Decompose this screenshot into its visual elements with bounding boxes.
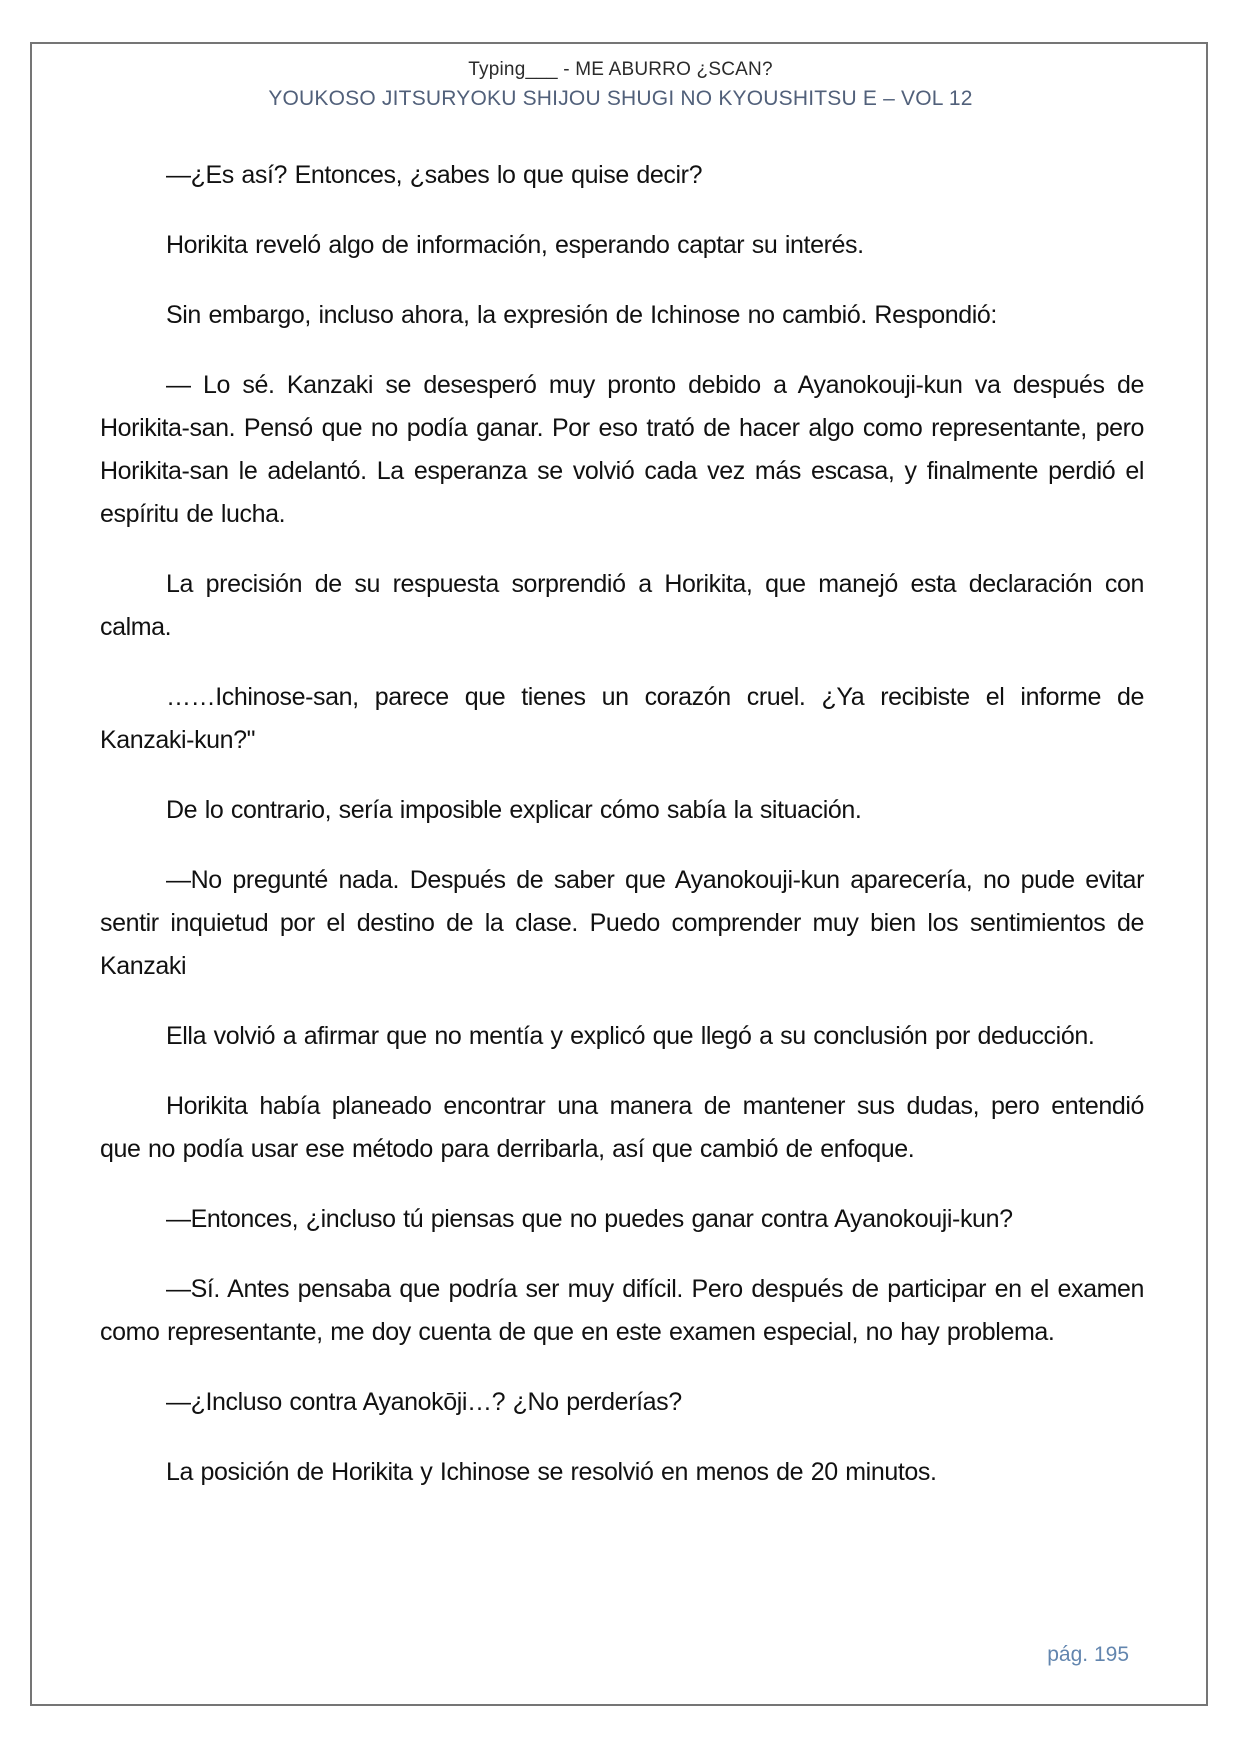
paragraph: —¿Incluso contra Ayanokōji…? ¿No perderías? — [166, 1388, 682, 1416]
page-header — [0, 0, 1241, 112]
paragraph: Horikita reveló algo de información, esperando captar su interés. — [166, 231, 864, 259]
paragraph: Sin embargo, incluso ahora, la expresión de Ichinose no cambió. Respondió: — [166, 301, 997, 329]
paragraph: —Sí. Antes pensaba que podría ser muy difícil. Pero después de participar en el examen como representante, me doy cuenta de que en este examen especial, no hay problema. — [100, 1275, 1144, 1346]
paragraph: Ella volvió a afirmar que no mentía y explicó que llegó a su conclusión por deducción. — [166, 1022, 1095, 1050]
paragraph: —¿Es así? Entonces, ¿sabes lo que quise decir? — [166, 161, 703, 189]
paragraph: Horikita había planeado encontrar una manera de mantener sus dudas, pero entendió que no podía usar ese método para derribarla, así que cambió de enfoque. — [100, 1092, 1144, 1163]
paragraph: — Lo sé. Kanzaki se desesperó muy pronto debido a Ayanokouji-kun va después de Horikita-san. Pensó que no podía ganar. Por eso trató de hacer algo como representante, pero Horikita-san le adelantó. La esperanza se volvió cada vez más escasa, y finalmente perdió el espíritu de lucha. — [100, 371, 1144, 528]
paragraph: De lo contrario, sería imposible explicar cómo sabía la situación. — [166, 796, 862, 824]
header-title: Typing___ - ME ABURRO ¿SCAN? — [468, 59, 773, 80]
page-footer — [1047, 1643, 1129, 1667]
paragraph: La precisión de su respuesta sorprendió a Horikita, que manejó esta declaración con calma. — [100, 570, 1144, 641]
header-subtitle: YOUKOSO JITSURYOKU SHIJOU SHUGI NO KYOUSHITSU E – VOL 12 — [268, 86, 973, 110]
paragraph: —No pregunté nada. Después de saber que Ayanokouji-kun aparecería, no pude evitar sentir inquietud por el destino de la clase. Puedo comprender muy bien los sentimientos de Kanzaki — [100, 866, 1144, 980]
paragraph: La posición de Horikita y Ichinose se resolvió en menos de 20 minutos. — [166, 1458, 937, 1486]
page-number: pág. 195 — [1047, 1643, 1129, 1666]
paragraph: —Entonces, ¿incluso tú piensas que no puedes ganar contra Ayanokouji-kun? — [166, 1205, 1013, 1233]
document-body — [0, 154, 1241, 1494]
paragraph: ……Ichinose-san, parece que tienes un corazón cruel. ¿Ya recibiste el informe de Kanzaki-kun?" — [100, 683, 1144, 754]
